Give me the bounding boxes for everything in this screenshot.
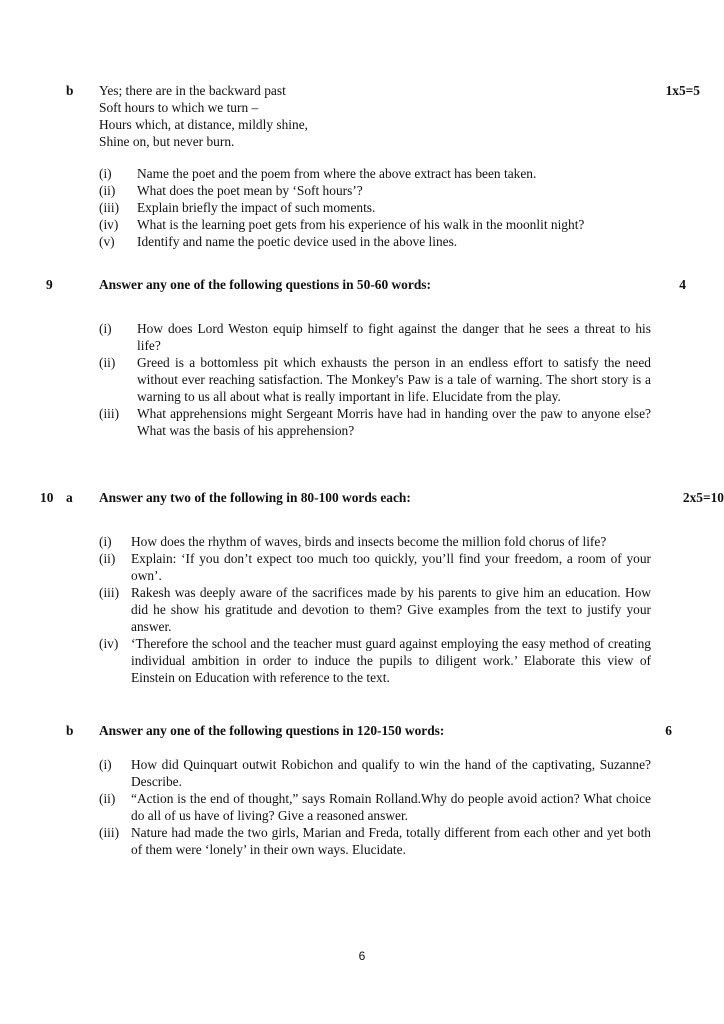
q10a-marks: 2x5=10 <box>682 490 724 505</box>
subquestion: (v) Identify and name the poetic device used in the above lines. <box>99 234 458 249</box>
q8b-label: b <box>66 83 74 98</box>
subquestion: (ii) “Action is the end of thought,” says Romain Rolland.Why do people avoid action? What choice do all of us have of living? Give a reasoned answer. <box>99 791 651 823</box>
subquestion: (iv) What is the learning poet gets from his experience of his walk in the moonlit night? <box>99 217 585 232</box>
q10b-marks: 6 <box>665 723 672 738</box>
subquestion: (ii) Greed is a bottomless pit which exhausts the person in an endless effort to satisfy the need without ever reaching satisfaction. The Monkey's Paw is a tale of warning. The short story is a warning to us all about what is really important in life. Elucidate from the play. <box>99 355 651 404</box>
q10a-heading: Answer any two of the following in 80-100 words each: <box>99 490 411 505</box>
subquestion: (i) Name the poet and the poem from where the above extract has been taken. <box>99 166 537 181</box>
q10a-label: a <box>66 490 73 505</box>
q8b-marks: 1x5=5 <box>665 83 700 98</box>
q9-subquestions <box>99 320 651 439</box>
subquestion: (i) How did Quinquart outwit Robichon and qualify to win the hand of the captivating, Suzanne? Describe. <box>99 757 651 789</box>
subquestion: (ii) Explain: ‘If you don’t expect too much too quickly, you’ll find your freedom, a room of your own’. <box>99 551 651 583</box>
subquestion: (iv) ‘Therefore the school and the teacher must guard against employing the easy method of creating individual ambition in order to induce the pupils to diligent work.’ Elaborate this view of Einstein on Education with reference to the text. <box>99 636 651 685</box>
page-number: 6 <box>358 949 366 963</box>
q8b-subquestions <box>99 165 651 250</box>
q10b-subquestions <box>99 756 651 858</box>
q9-number: 9 <box>46 277 53 292</box>
subquestion: (i) How does Lord Weston equip himself to fight against the danger that he sees a threat to his life? <box>99 321 651 353</box>
poem-line: Shine on, but never burn. <box>99 134 235 149</box>
q10b-heading: Answer any one of the following questions in 120-150 words: <box>99 723 445 738</box>
subquestion: (i) How does the rhythm of waves, birds and insects become the million fold chorus of life? <box>99 534 607 549</box>
poem-line: Hours which, at distance, mildly shine, <box>99 117 309 132</box>
subquestion: (iii) What apprehensions might Sergeant Morris have had in handing over the paw to anyone else? What was the basis of his apprehension? <box>99 406 651 438</box>
q10-number: 10 <box>40 490 54 505</box>
subquestion: (ii) What does the poet mean by ‘Soft hours’? <box>99 183 363 198</box>
q9-marks: 4 <box>679 277 686 292</box>
subquestion: (iii) Nature had made the two girls, Marian and Freda, totally different from each other and yet both of them were ‘lonely’ in their own ways. Elucidate. <box>99 825 651 857</box>
q10a-subquestions <box>99 533 651 686</box>
poem-line: Soft hours to which we turn – <box>99 100 259 115</box>
subquestion: (iii) Explain briefly the impact of such moments. <box>99 200 376 215</box>
q9-heading: Answer any one of the following questions in 50-60 words: <box>99 277 431 292</box>
subquestion: (iii) Rakesh was deeply aware of the sacrifices made by his parents to give him an education. How did he show his gratitude and devotion to them? Give examples from the text to justify your answer. <box>99 585 651 634</box>
q8b-poem <box>99 82 308 150</box>
poem-line: Yes; there are in the backward past <box>99 83 286 98</box>
q10b-label: b <box>66 723 74 738</box>
